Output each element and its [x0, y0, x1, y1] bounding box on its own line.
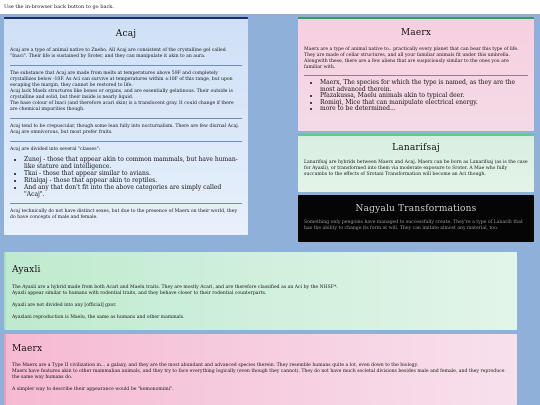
nagyalu-card	[298, 195, 534, 242]
lanarifsaj-card	[298, 134, 534, 192]
divider	[10, 141, 242, 142]
divider	[304, 75, 528, 76]
maerx-species-list	[320, 80, 528, 113]
acaj-activity: Acaj tend to be crepuscular, though some lean fully into nocturnalism. There are few diurnal Acaj.	[10, 124, 240, 129]
maerx-civilization-intro: The Maerx are a Type II civilization in... a galaxy, and they are the most abundant and advanced species therein. They resemble humans quite a lot, even down to the biology.	[12, 363, 419, 368]
nagyalu-text: Something only pengoins have managed to successfully create. They're a type of Lanarih that has the ability to change its form at will. They can imitate almost any material, too.	[304, 220, 523, 231]
acaj-card	[4, 17, 248, 235]
list-item: • Maerx, The species for which the type is named, as they are the most advanced therein.	[320, 80, 528, 93]
list-item: • more to be determined...	[320, 106, 528, 113]
maerx-intro: Maerx are a type of animal native to.. practically every planet that can bear this type of life. They are made of cellar structures, and all your familiar animals fit under this umbrella. Alongwith these, there are a few aliens that are suspiciously similar to the ones you are familiar with.	[304, 47, 519, 70]
acaj-structure: Acaj lack Maelx structures like bones or organs, and are essentially gelatinous. Their outside is crystalline and solid, but their inside is nearly liquid.	[10, 89, 233, 100]
divider	[10, 65, 242, 66]
list-item: • Romiqi, Mice that can manipulate electrical energy.	[320, 100, 528, 107]
ayaxli-intro: The Ayaxli are a hybrid made from both Acari and Maelu traits. They are mostly Acari, and are therefore classified as an Aci by the NHSF*.	[12, 285, 338, 290]
acaj-colour: The base colour of Inaci (and therefore acari skin) is a translucent gray. It could change if there are chemical impurities though.	[10, 101, 234, 112]
list-item: • Ritalqaj - those that appear akin to reptiles.	[24, 177, 242, 184]
acaj-sexes: Acaj technically do not have distinct sexes, but due to the presence of Maerx on their world, they do have concepts of male and female.	[10, 209, 238, 220]
list-item: • And any that don't fit into the above categories are simply called "Acaj".	[24, 184, 242, 198]
nagyalu-title: Nagyalu Transformations	[355, 204, 477, 214]
ayaxli-card	[4, 252, 517, 330]
maerx-card	[298, 17, 534, 131]
acaj-classes-list	[24, 156, 242, 198]
ayaxli-divisions: Ayaxli are not divided into any [official] gzor.	[12, 303, 117, 308]
acaj-diet: Acaj are omnivorous, but most prefer fruits.	[10, 130, 113, 135]
maerx-civilization-card	[4, 334, 517, 405]
list-item: • Pfazakussa, Maelu animals akin to typical deer.	[320, 93, 528, 100]
acaj-title: Acaj	[115, 29, 137, 39]
maerx-title: Maerx	[400, 28, 432, 38]
ayaxli-appearance: Ayaxli appear similar to humans with rodential traits, and they behave closer to their rodential counterparts.	[12, 291, 267, 296]
maerx-civilization-features: Maerx have features akin to other mammalian animals, and they try to face everything logically (even though they cannot). They do not have much societal divisions besides male and female, and they reproduce the same way humans do.	[12, 369, 505, 380]
acaj-classes-intro: Acaj are divided into several "classes":	[10, 147, 101, 152]
lanarifsaj-title: Lanarifsaj	[392, 143, 440, 153]
back-hint: Use the in-browser back button to go back.	[0, 0, 540, 14]
maerx-civilization-appearance: A simpler way to describe their appearance would be "kemonomimi".	[12, 387, 174, 392]
ayaxli-reproduction: Ayaxlani reproduction is Maelu, the same as humans and other mammals.	[12, 315, 185, 320]
maerx-civilization-title: Maerx	[12, 344, 43, 354]
list-item: • Zunej - those that appear akin to common mammals, but have human-like stature and intelligence.	[24, 156, 242, 170]
divider	[10, 118, 242, 119]
divider	[10, 203, 242, 204]
lanarifsaj-text: Lanarifsaj are hybrids between Maerx and Acaj. Maerx can be born as Lanarifsaj (as is the case for Ayaxli), or transformed into them via moderate exposure to Sroter. A Mae who fully succumbs to the effects of Srotani Transformation will become an Aci though.	[304, 160, 528, 177]
list-item: • Tkai - those that appear similar to avians.	[24, 170, 242, 177]
ayaxli-title: Ayaxli	[12, 265, 41, 275]
acaj-temperature: The substance that Acaj are made from melts at temperatures above 59F and completely crystallizes below -10F. As Aci can survive at temperatures within ±10F of this range, but upon escaping the margin, they cannot be restored to life.	[10, 71, 233, 88]
acaj-intro: Acaj are a type of animal native to Zneho. All Acaj are consistent of the crystalline gel called "Inaci". Their life is sustained by Sroter, and they can manipulate it akin to an aura.	[10, 48, 226, 59]
